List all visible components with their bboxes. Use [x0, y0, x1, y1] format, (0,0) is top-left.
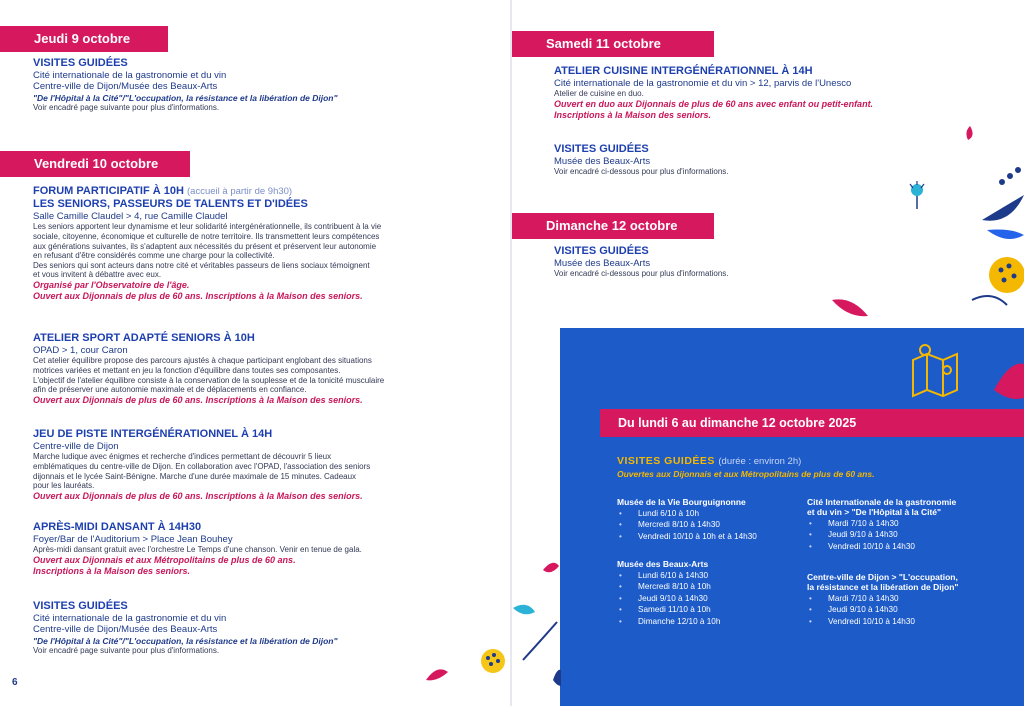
registration-note: Inscriptions à la Maison des seniors.	[33, 566, 191, 576]
visit-themes: "De l'Hôpital à la Cité"/"L'occupation, la résistance et la libération de Dijon"	[33, 635, 338, 646]
dimanche-visites	[554, 245, 954, 279]
page-number: 6	[12, 677, 18, 688]
samedi-atelier	[554, 65, 994, 121]
info-note: Voir encadré page suivante pour plus d'informations.	[33, 646, 220, 656]
visit-date: • Mardi 7/10 à 14h30	[807, 518, 956, 529]
section-title: VISITES GUIDÉES	[33, 57, 128, 69]
eligibility-note: Ouvert aux Dijonnais de plus de 60 ans. Inscriptions à la Maison des seniors.	[33, 490, 363, 501]
venue-line: OPAD > 1, cour Caron	[33, 345, 128, 356]
danse-section	[33, 521, 503, 577]
visit-date: • Lundi 6/10 à 10h	[617, 508, 757, 519]
leaf-decoration	[425, 668, 449, 682]
visit-date: • Jeudi 9/10 à 14h30	[617, 593, 720, 604]
leaf-decoration	[830, 296, 870, 320]
visit-date: • Vendredi 10/10 à 10h et à 14h30	[617, 531, 757, 542]
jeudi-visites	[33, 57, 493, 113]
venue-line: Cité internationale de la gastronomie et du vin > 12, parvis de l'Unesco	[554, 78, 852, 89]
visit-date: • Samedi 11/10 à 10h	[617, 604, 720, 615]
eligibility-note: Ouvert en duo aux Dijonnais de plus de 60 ans avec enfant ou petit-enfant.	[554, 99, 874, 109]
panel-title	[617, 455, 801, 467]
description-line: aux générations suivantes, ils s'adaptent aux nécessités du présent et préservent leur autonomie	[33, 241, 377, 251]
visit-date: • Mardi 7/10 à 14h30	[807, 593, 958, 604]
description-line: motrices variées et mettant en jeu la fonction d'équilibre dans toutes ses composantes.	[33, 366, 341, 375]
visit-date: • Mercredi 8/10 à 10h	[617, 581, 720, 592]
eligibility-note: Ouvert aux Dijonnais et aux Métropolitains de plus de 60 ans.	[33, 555, 296, 565]
left-page	[0, 0, 511, 706]
description-line: Après-midi dansant gratuit avec l'orchestre Le Temps d'une chanson. Venir en tenue de gala.	[33, 545, 362, 555]
organizer-note: Organisé par l'Observatoire de l'âge.	[33, 279, 190, 290]
registration-note: Inscriptions à la Maison des seniors.	[554, 110, 712, 120]
section-title: APRÈS-MIDI DANSANT À 14H30	[33, 521, 202, 533]
venue-line: Salle Camille Claudel > 4, rue Camille Claudel	[33, 211, 228, 222]
panel-title-text: VISITES GUIDÉES	[617, 455, 715, 467]
venue-line: Centre-ville de Dijon	[33, 441, 119, 452]
description-line: Atelier de cuisine en duo.	[554, 89, 644, 99]
leaf-decoration	[513, 560, 561, 700]
description-line: et vous invitent à débattre avec eux.	[33, 270, 162, 280]
section-title: VISITES GUIDÉES	[33, 600, 128, 612]
map-icon	[905, 340, 965, 400]
forum-section	[33, 185, 503, 302]
section-title: VISITES GUIDÉES	[554, 143, 649, 155]
day-banner-samedi: Samedi 11 octobre	[512, 31, 714, 57]
leaf-decoration	[990, 360, 1024, 404]
visit-date: • Vendredi 10/10 à 14h30	[807, 541, 956, 552]
visit-date: • Jeudi 9/10 à 14h30	[807, 529, 956, 540]
venue-centre-ville	[807, 572, 958, 627]
visit-date: • Vendredi 10/10 à 14h30	[807, 616, 958, 627]
description-line: sociale, citoyenne, économique et culturelle de notre territoire. Ils transmettent leurs compétences	[33, 232, 380, 241]
info-note: Voir encadré ci-dessous pour plus d'informations.	[554, 269, 729, 279]
section-title: VISITES GUIDÉES	[554, 245, 649, 257]
venue-line: Cité internationale de la gastronomie et du vin	[33, 613, 227, 624]
vendredi-visites	[33, 600, 503, 656]
section-subtitle: LES SENIORS, PASSEURS DE TALENTS ET D'IDÉES	[33, 198, 308, 210]
day-banner-jeudi: Jeudi 9 octobre	[0, 26, 168, 52]
section-title: ATELIER CUISINE INTERGÉNÉRATIONNEL À 14H	[554, 65, 813, 77]
venue-line: Cité internationale de la gastronomie et du vin	[33, 70, 227, 81]
venue-line: Foyer/Bar de l'Auditorium > Place Jean Bouhey	[33, 534, 233, 545]
section-title: JEU DE PISTE INTERGÉNÉRATIONNEL À 14H	[33, 428, 273, 440]
info-note: Voir encadré ci-dessous pour plus d'informations.	[554, 167, 729, 177]
venue-line: Centre-ville de Dijon/Musée des Beaux-Arts	[33, 81, 218, 93]
description-line: pour les lauréats.	[33, 481, 95, 491]
duration-note: (durée : environ 2h)	[718, 456, 802, 467]
venue-name-line2: la résistance et la libération de Dijon"	[807, 582, 959, 592]
venue-name: Centre-ville de Dijon > "L'occupation,	[807, 572, 958, 582]
eligibility-note: Ouvert aux Dijonnais de plus de 60 ans. Inscriptions à la Maison des seniors.	[33, 394, 363, 405]
day-banner-vendredi: Vendredi 10 octobre	[0, 151, 190, 177]
venue-name: Musée de la Vie Bourguignonne	[617, 497, 746, 507]
piste-section	[33, 428, 503, 502]
venue-name-line2: et du vin > "De l'Hôpital à la Cité"	[807, 507, 942, 517]
visit-date: • Lundi 6/10 à 14h30	[617, 570, 720, 581]
flower-decoration	[478, 646, 508, 676]
venue-vie-bourguignonne	[617, 497, 757, 542]
visit-themes: "De l'Hôpital à la Cité"/"L'occupation, la résistance et la libération de Dijon"	[33, 92, 338, 103]
leaf-decoration	[962, 120, 1024, 320]
description-line: Les seniors apportent leur dynamisme et leur solidarité intergénérationnelle, ils contribuent à la vie	[33, 222, 382, 232]
eligibility-note: Ouvert aux Dijonnais de plus de 60 ans. Inscriptions à la Maison des seniors.	[33, 290, 363, 301]
venue-beaux-arts	[617, 559, 720, 627]
venue-line: Musée des Beaux-Arts	[554, 156, 651, 167]
venue-cite-gastronomie	[807, 497, 956, 552]
description-line: Marche ludique avec énigmes et recherche d'indices permettant de découvrir 5 lieux	[33, 452, 332, 462]
description-line: en refusant d'être considérés comme une charge pour la collectivité.	[33, 251, 275, 261]
visit-date: • Jeudi 9/10 à 14h30	[807, 604, 958, 615]
flower-decoration	[905, 180, 929, 210]
visit-date: • Dimanche 12/10 à 10h	[617, 616, 720, 627]
venue-name: Cité Internationale de la gastronomie	[807, 497, 957, 507]
description-line: Cet atelier équilibre propose des parcours ajustés à chaque participant englobant des situations	[33, 356, 372, 366]
venue-line: Musée des Beaux-Arts	[554, 258, 651, 269]
info-note: Voir encadré page suivante pour plus d'informations.	[33, 103, 220, 113]
description-line: emblématiques du centre-ville de Dijon. En collaboration avec l'OPAD, l'association des seniors	[33, 462, 371, 471]
visit-date: • Mercredi 8/10 à 14h30	[617, 519, 757, 530]
samedi-visites	[554, 143, 954, 177]
description-line: L'objectif de l'atelier équilibre consiste à la conservation de la souplesse et de la tonicité musculaire	[33, 375, 385, 385]
section-title: FORUM PARTICIPATIF À 10H	[33, 185, 184, 197]
panel-banner: Du lundi 6 au dimanche 12 octobre 2025	[600, 409, 1024, 437]
venue-name: Musée des Beaux-Arts	[617, 559, 709, 569]
section-title: ATELIER SPORT ADAPTÉ SENIORS À 10H	[33, 332, 255, 344]
sport-section	[33, 332, 503, 406]
description-line: afin de préserver une autonomie maximale et de déplacements en confiance.	[33, 385, 307, 395]
panel-subtitle: Ouvertes aux Dijonnais et aux Métropolitains de plus de 60 ans.	[617, 469, 875, 479]
time-note: (accueil à partir de 9h30)	[187, 186, 293, 197]
description-line: Des seniors qui sont acteurs dans notre cité et véritables passeurs de liens sociaux témoignent	[33, 260, 370, 270]
venue-line: Centre-ville de Dijon/Musée des Beaux-Arts	[33, 624, 218, 636]
description-line: dijonnais et le lycée Saint-Bénigne. Marche d'une durée maximale de 15 minutes. Cadeaux	[33, 471, 357, 481]
day-banner-dimanche: Dimanche 12 octobre	[512, 213, 714, 239]
